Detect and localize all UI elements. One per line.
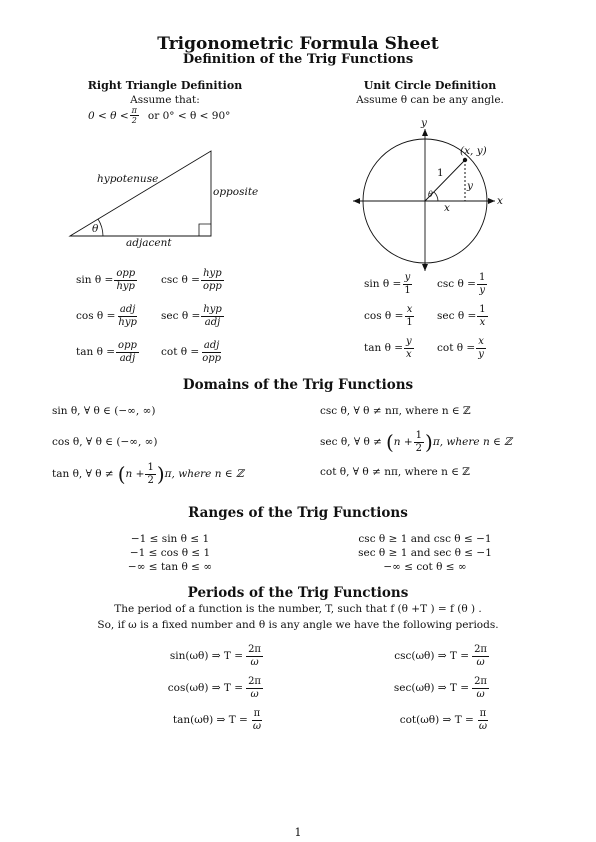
y-leg-label: y	[467, 180, 473, 192]
condition-left: 0 < θ <	[88, 109, 129, 122]
cos-fn: cos θ =	[76, 310, 116, 322]
cos-frac	[116, 304, 139, 329]
period-sin	[84, 640, 264, 672]
csc-fn: csc θ =	[161, 274, 200, 286]
page-number: 1	[294, 826, 302, 839]
frac-num: hyp	[203, 267, 222, 279]
period-frac	[251, 708, 263, 733]
domains-heading: Domains of the Trig Functions	[182, 377, 414, 393]
circle-theta-label: θ	[428, 190, 433, 199]
hypotenuse-label: hypotenuse	[97, 173, 159, 185]
period-frac	[472, 644, 489, 669]
frac-num: y	[404, 271, 411, 283]
formula-row	[76, 298, 276, 334]
period-csc	[300, 640, 490, 672]
frac-num: 1	[479, 303, 486, 315]
frac-den: x	[406, 348, 412, 360]
condition-right: or 0° < θ < 90°	[147, 109, 231, 122]
uc-cos-frac	[404, 304, 414, 329]
frac-den: opp	[202, 352, 222, 364]
formula-row	[364, 332, 564, 364]
period-frac	[246, 644, 263, 669]
x-leg-label: x	[444, 202, 450, 214]
period-frac	[472, 676, 489, 701]
tan-frac	[116, 340, 139, 365]
half-num: 1	[415, 429, 423, 441]
uc-sin-frac	[402, 272, 412, 297]
theta-arc	[98, 219, 103, 236]
uc-tan-frac	[404, 336, 414, 361]
period-cot	[300, 704, 490, 736]
frac-num: π	[479, 707, 487, 719]
x-axis-label: x	[497, 195, 503, 207]
opposite-label: opposite	[213, 186, 259, 198]
uc-csc-frac	[477, 272, 487, 297]
ranges-left	[100, 532, 240, 574]
ranges-right	[340, 532, 510, 574]
y-axis-arrow-up	[422, 129, 428, 136]
cot-fn: cot θ =	[161, 346, 200, 358]
sin-formula	[76, 268, 161, 293]
frac-den: ω	[476, 656, 485, 668]
uc-cot-formula	[437, 336, 487, 361]
frac-num: x	[406, 303, 413, 315]
ranges-heading: Ranges of the Trig Functions	[188, 505, 408, 521]
frac-num: opp	[118, 339, 137, 351]
frac-num: x	[478, 335, 484, 347]
half-den: 2	[415, 442, 423, 454]
domain-tan-suffix: π, where n ∈ ℤ	[164, 468, 244, 480]
period-frac	[246, 676, 263, 701]
period-fn: tan(ωθ) ⇒ T =	[172, 714, 248, 726]
period-fn: csc(ωθ) ⇒ T =	[394, 650, 470, 662]
csc-formula	[161, 268, 225, 293]
sec-frac	[201, 304, 224, 329]
unit-circle-heading: Unit Circle Definition	[363, 79, 497, 92]
periods-left	[84, 640, 264, 736]
frac-den: x	[479, 316, 486, 328]
uc-sec-frac	[477, 304, 487, 329]
sin-fn: sin θ =	[76, 274, 114, 286]
half-frac	[145, 462, 155, 487]
cot-frac	[200, 340, 223, 365]
x-axis-arrow-right	[488, 198, 495, 204]
triangle-theta-label: θ	[92, 223, 99, 235]
period-fn: sin(ωθ) ⇒ T =	[169, 650, 244, 662]
frac-num: hyp	[203, 303, 222, 315]
frac-den: 1	[404, 284, 411, 296]
domain-tan	[52, 458, 244, 490]
paren-close: )	[425, 430, 433, 454]
period-fn: sec(ωθ) ⇒ T =	[393, 682, 470, 694]
point-label: (x, y)	[460, 145, 487, 157]
uc-cot-fn: cot θ =	[437, 342, 476, 354]
uc-sec-fn: sec θ =	[437, 310, 477, 322]
period-fn: cot(ωθ) ⇒ T =	[399, 714, 474, 726]
periods-right	[300, 640, 490, 736]
frac-num: opp	[116, 267, 136, 279]
frac-num: adj	[203, 339, 220, 351]
frac-num: adj	[119, 303, 136, 315]
frac-num: 2π	[248, 643, 261, 655]
uc-sin-fn: sin θ =	[364, 278, 402, 290]
frac-den: ω	[250, 688, 259, 700]
paren-open: (	[117, 462, 126, 486]
domain-tan-prefix: tan θ, ∀ θ ≠	[52, 468, 114, 480]
theta-arc	[434, 192, 438, 201]
formula-row	[364, 268, 564, 300]
range-cot: −∞ ≤ cot θ ≤ ∞	[383, 561, 467, 573]
paren-open: (	[385, 430, 394, 454]
frac-num: π	[253, 707, 261, 719]
domain-sec-suffix: π, where n ∈ ℤ	[432, 436, 512, 448]
unit-circle-formulas	[364, 268, 564, 364]
range-tan: −∞ ≤ tan θ ≤ ∞	[127, 561, 213, 573]
uc-tan-fn: tan θ =	[364, 342, 404, 354]
frac-den: ω	[476, 688, 485, 700]
sin-frac	[114, 268, 137, 293]
domain-cos: cos θ, ∀ θ ∈ (−∞, ∞)	[52, 436, 158, 448]
period-tan	[84, 704, 264, 736]
periods-line-1: The period of a function is the number, T, such that f (θ +T ) = f (θ ) .	[114, 603, 482, 615]
pi-over-two	[130, 106, 139, 125]
paren-close: )	[156, 462, 165, 486]
y-axis-label: y	[421, 117, 427, 129]
domain-tan-n: n +	[125, 468, 145, 480]
half-den: 2	[147, 474, 154, 486]
uc-cos-fn: cos θ =	[364, 310, 404, 322]
domain-sec-prefix: sec θ, ∀ θ ≠	[320, 436, 382, 448]
frac-den: ω	[250, 656, 259, 668]
frac-num: 2π	[248, 675, 261, 687]
formula-row	[364, 300, 564, 332]
tan-fn: tan θ =	[76, 346, 116, 358]
half-frac	[414, 430, 424, 455]
periods-heading: Periods of the Trig Functions	[187, 585, 409, 601]
period-fn: cos(ωθ) ⇒ T =	[167, 682, 244, 694]
right-triangle-formulas	[76, 262, 276, 370]
frac-den: adj	[204, 316, 221, 328]
formula-row	[76, 262, 276, 298]
period-frac	[477, 708, 489, 733]
csc-frac	[201, 268, 224, 293]
tan-formula	[76, 340, 161, 365]
right-triangle-assume: Assume that:	[130, 94, 200, 106]
frac-num: y	[406, 335, 412, 347]
frac-den: opp	[202, 280, 222, 292]
range-cos: −1 ≤ cos θ ≤ 1	[129, 547, 211, 559]
two-den: 2	[131, 116, 137, 125]
pi-num: π	[131, 106, 137, 115]
range-sec: sec θ ≥ 1 and sec θ ≤ −1	[358, 547, 492, 559]
radius-label: 1	[437, 167, 444, 179]
periods-line-2: So, if ω is a fixed number and θ is any angle we have the following periods.	[97, 619, 499, 631]
domain-sec-n: n +	[393, 436, 413, 448]
right-angle-mark	[199, 224, 211, 236]
frac-den: 1	[406, 316, 413, 328]
domain-cot: cot θ, ∀ θ ≠ nπ, where n ∈ ℤ	[320, 466, 470, 478]
point-marker	[463, 158, 467, 162]
page-title: Trigonometric Formula Sheet	[157, 34, 439, 54]
uc-cot-frac	[476, 336, 486, 361]
frac-den: y	[478, 348, 484, 360]
domain-sec	[320, 426, 512, 458]
frac-den: ω	[478, 720, 487, 732]
frac-den: ω	[252, 720, 261, 732]
uc-csc-formula	[437, 272, 488, 297]
half-num: 1	[147, 461, 154, 473]
uc-tan-formula	[364, 336, 437, 361]
cot-formula	[161, 340, 224, 365]
range-csc: csc θ ≥ 1 and csc θ ≤ −1	[358, 533, 492, 545]
page-subtitle: Definition of the Trig Functions	[182, 52, 414, 67]
frac-den: y	[479, 284, 485, 296]
domain-csc: csc θ, ∀ θ ≠ nπ, where n ∈ ℤ	[320, 405, 471, 417]
unit-circle-assume: Assume θ can be any angle.	[356, 94, 504, 106]
uc-cos-formula	[364, 304, 437, 329]
angle-condition	[88, 106, 230, 125]
cos-formula	[76, 304, 161, 329]
frac-den: hyp	[116, 280, 135, 292]
frac-num: 2π	[474, 643, 487, 655]
sec-formula	[161, 304, 225, 329]
formula-row	[76, 334, 276, 370]
uc-sec-formula	[437, 304, 489, 329]
sec-fn: sec θ =	[161, 310, 201, 322]
period-sec	[300, 672, 490, 704]
frac-num: 2π	[474, 675, 487, 687]
domain-sin: sin θ, ∀ θ ∈ (−∞, ∞)	[52, 405, 156, 417]
uc-sin-formula	[364, 272, 437, 297]
right-triangle-heading: Right Triangle Definition	[87, 79, 243, 92]
uc-csc-fn: csc θ =	[437, 278, 476, 290]
period-cos	[84, 672, 264, 704]
frac-den: adj	[119, 352, 136, 364]
x-axis-arrow-left	[353, 198, 360, 204]
adjacent-label: adjacent	[126, 237, 172, 249]
frac-den: hyp	[118, 316, 137, 328]
range-sin: −1 ≤ sin θ ≤ 1	[130, 533, 210, 545]
frac-num: 1	[478, 271, 486, 283]
